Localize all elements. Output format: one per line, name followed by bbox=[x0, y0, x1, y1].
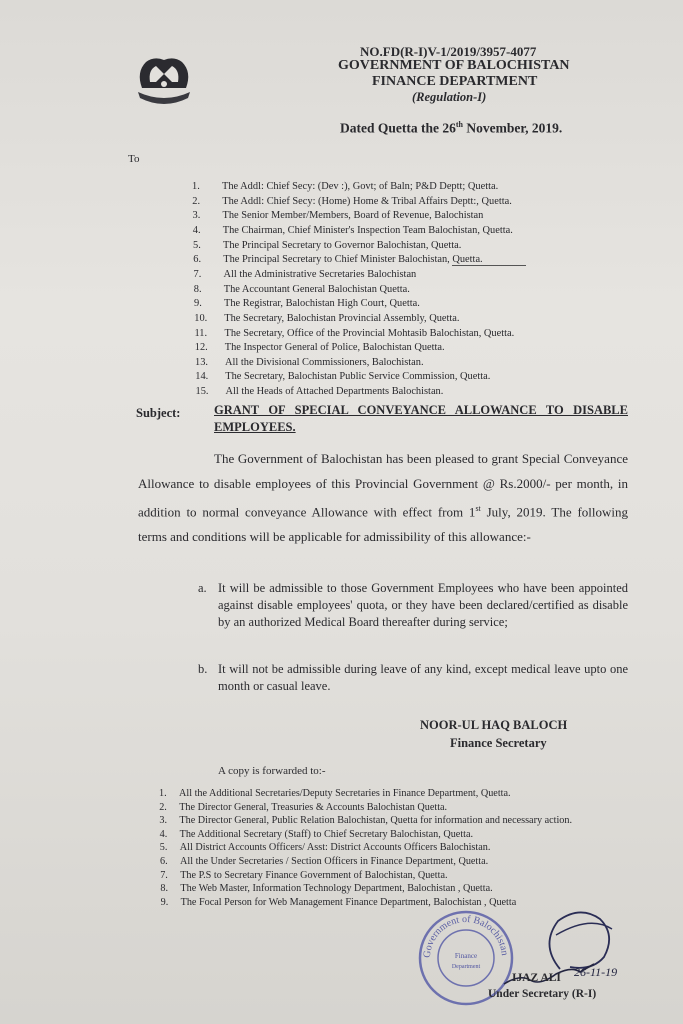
recipient-number: 13. bbox=[195, 356, 208, 368]
svg-text:Government of Balochistan: Government of Balochistan bbox=[421, 913, 510, 959]
recipient-number: 12. bbox=[194, 342, 208, 354]
copy-forward-number: 2. bbox=[159, 801, 167, 813]
svg-text:Finance: Finance bbox=[454, 952, 478, 960]
balochistan-emblem-icon bbox=[132, 52, 196, 112]
recipient-number: 5. bbox=[193, 239, 201, 251]
copy-forward-number: 5. bbox=[159, 842, 168, 854]
under-secretary-title: Under Secretary (R-I) bbox=[488, 988, 597, 1000]
copy-forward-text: All the Additional Secretaries/Deputy Secretaries in Finance Department, Quetta. bbox=[179, 788, 511, 799]
recipient-text: The Registrar, Balochistan High Court, Quetta. bbox=[224, 298, 420, 310]
signatory-title: Finance Secretary bbox=[450, 736, 547, 750]
department-heading: FINANCE DEPARTMENT bbox=[372, 74, 538, 89]
copy-forward-number: 3. bbox=[159, 815, 168, 827]
copy-forward-text: The Director General, Public Relation Balochistan, Quetta for information and necessary action. bbox=[179, 815, 573, 827]
signoff-date: 26-11-19 bbox=[574, 965, 618, 979]
copy-forward-intro: A copy is forwarded to:- bbox=[218, 765, 326, 777]
recipient-text: The Chairman, Chief Minister's Inspection Team Balochistan, Quetta. bbox=[222, 224, 513, 236]
copy-forward-text: The Web Master, Information Technology Department, Balochistan , Quetta. bbox=[180, 883, 493, 895]
recipient-text: The Secretary, Balochistan Provincial Assembly, Quetta. bbox=[224, 312, 460, 324]
recipient-text: The Secretary, Office of the Provincial Mohtasib Balochistan, Quetta. bbox=[224, 327, 515, 339]
subject-text: GRANT OF SPECIAL CONVEYANCE ALLOWANCE TO DISABLE EMPLOYEES. bbox=[214, 403, 628, 434]
recipient-text: The Accountant General Balochistan Quetta. bbox=[223, 283, 410, 295]
dated-line: Dated Quetta the 26th November, 2019. bbox=[340, 120, 563, 136]
recipient-text: The Secretary, Balochistan Public Service Commission, Quetta. bbox=[225, 371, 491, 383]
underline-mark bbox=[452, 265, 526, 266]
copy-forward-number: 4. bbox=[159, 828, 168, 840]
government-heading: GOVERNMENT OF BALOCHISTAN bbox=[338, 58, 570, 73]
recipient-text: All the Divisional Commissioners, Balochistan. bbox=[225, 356, 424, 368]
recipient-number: 4. bbox=[192, 224, 201, 236]
copy-forward-number: 8. bbox=[160, 883, 169, 895]
copy-forward-number: 9. bbox=[160, 896, 169, 908]
regulation-label: (Regulation-I) bbox=[412, 90, 487, 104]
signatory-name: NOOR-UL HAQ BALOCH bbox=[420, 718, 568, 732]
copy-forward-text: All District Accounts Officers/ Asst: District Accounts Officers Balochistan. bbox=[179, 842, 491, 854]
recipient-text: All the Administrative Secretaries Balochistan bbox=[223, 268, 417, 280]
copy-forward-text: The Focal Person for Web Management Finance Department, Balochistan , Quetta bbox=[180, 896, 517, 908]
recipient-text: The Addl: Chief Secy: (Dev :), Govt; of Baln; P&D Deptt; Quetta. bbox=[222, 181, 499, 192]
recipient-text: The Inspector General of Police, Balochistan Quetta. bbox=[224, 342, 445, 354]
copy-forward-number: 6. bbox=[160, 856, 168, 867]
recipient-number: 2. bbox=[192, 195, 201, 207]
recipient-number: 14. bbox=[195, 371, 209, 383]
copy-forward-text: All the Under Secretaries / Section Officers in Finance Department, Quetta. bbox=[180, 856, 489, 867]
copy-forward-text: The Additional Secretary (Staff) to Chief Secretary Balochistan, Quetta. bbox=[179, 828, 474, 840]
recipient-number: 10. bbox=[194, 312, 208, 324]
copy-forward-number: 7. bbox=[160, 869, 168, 881]
copy-forward-text: The P.S to Secretary Finance Government of Balochistan, Quetta. bbox=[180, 869, 448, 881]
condition-item: b. It will not be admissible during leave of any kind, except medical leave upto one month or casual leave. bbox=[198, 662, 628, 693]
signoff-initials: IJAZ ALI bbox=[512, 972, 561, 984]
to-label: To bbox=[128, 153, 140, 165]
recipient-number: 7. bbox=[193, 268, 202, 280]
recipient-number: 11. bbox=[194, 327, 208, 339]
reference-number: NO.FD(R-I)V-1/2019/3957-4077 bbox=[360, 44, 537, 59]
condition-item: a. It will be admissible to those Government Employees who have been appointed against disable employees' quota, or they have been declared/certified as disable by an authorized Medical Board thereafter during service; bbox=[198, 581, 628, 629]
recipient-text: The Principal Secretary to Chief Minister Balochistan, Quetta. bbox=[223, 254, 483, 266]
recipient-number: 1. bbox=[192, 181, 200, 192]
recipient-number: 8. bbox=[193, 283, 202, 295]
recipient-text: The Senior Member/Members, Board of Revenue, Balochistan bbox=[222, 210, 484, 222]
subject-label: Subject: bbox=[136, 406, 181, 420]
svg-text:Department: Department bbox=[451, 964, 481, 970]
copy-forward-number: 1. bbox=[159, 788, 167, 799]
recipient-number: 6. bbox=[193, 254, 202, 266]
copy-forward-text: The Director General, Treasuries & Accounts Balochistan Quetta. bbox=[179, 801, 448, 813]
body-paragraph: The Government of Balochistan has been pleased to grant Special Conveyance Allowance to disable employees of this Provincial Government @ Rs.2000/- per month, in addition to normal conveyance Allowance with effect from 1st July, 2019. The following terms and conditions will be applicable for admissibility of this allowance:- bbox=[138, 451, 628, 545]
recipient-number: 3. bbox=[192, 210, 201, 222]
recipient-text: All the Heads of Attached Departments Balochistan. bbox=[225, 386, 444, 398]
recipient-text: The Principal Secretary to Governor Balochistan, Quetta. bbox=[223, 239, 462, 251]
recipient-number: 9. bbox=[194, 298, 202, 310]
recipient-text: The Addl: Chief Secy: (Home) Home & Tribal Affairs Deptt:, Quetta. bbox=[222, 195, 512, 207]
recipient-number: 15. bbox=[195, 386, 209, 398]
